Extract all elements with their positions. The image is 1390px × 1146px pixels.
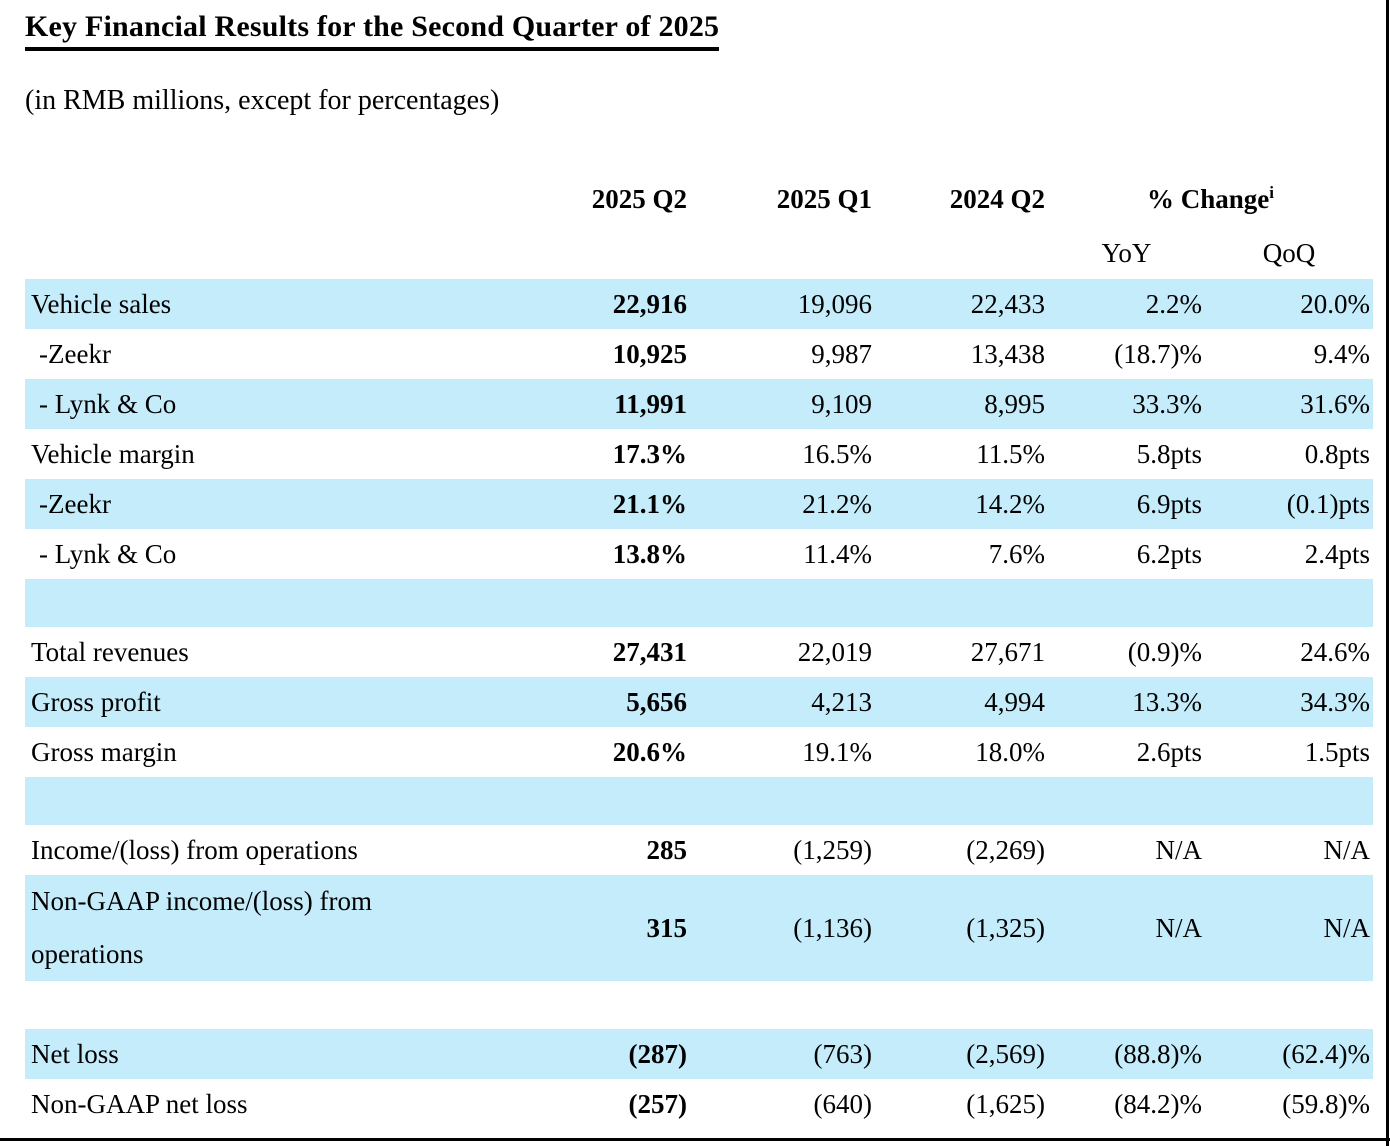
cell-qoq: 0.8pts — [1304, 438, 1370, 469]
cell-q2-2024: (2,269) — [966, 834, 1045, 865]
row-label — [25, 777, 420, 825]
table-spacer-row — [25, 777, 1373, 825]
cell-q2-2024: 11.5% — [976, 438, 1045, 469]
cell-qoq — [1205, 981, 1373, 1029]
cell-qoq: (0.1)pts — [1286, 488, 1370, 519]
cell-yoy: 6.2pts — [1136, 538, 1202, 569]
cell-q1-2025 — [690, 981, 875, 1029]
change-subheader-row — [25, 227, 1373, 279]
cell-qoq: (62.4)% — [1282, 1038, 1370, 1069]
cell-yoy: 6.9pts — [1136, 488, 1202, 519]
table-spacer-row — [25, 981, 1373, 1029]
table-row — [25, 1029, 1373, 1079]
cell-yoy: (18.7)% — [1114, 338, 1202, 369]
page-right-border — [1386, 0, 1389, 1146]
cell-qoq: 2.4pts — [1304, 538, 1370, 569]
cell-yoy: 5.8pts — [1136, 438, 1202, 469]
table-bottom-rule — [0, 1138, 1390, 1141]
row-label: Net loss — [31, 1038, 119, 1069]
cell-q2-2024: 7.6% — [988, 538, 1045, 569]
cell-qoq: 24.6% — [1300, 636, 1370, 667]
row-label — [25, 579, 420, 627]
cell-q2-2025: 27,431 — [612, 636, 687, 667]
cell-q2-2025: 13.8% — [612, 538, 687, 569]
cell-yoy — [1048, 981, 1205, 1029]
cell-q1-2025: 21.2% — [802, 488, 872, 519]
cell-q2-2025: 5,656 — [626, 686, 687, 717]
quarter-header-row — [25, 171, 1373, 227]
cell-yoy: (88.8)% — [1114, 1038, 1202, 1069]
cell-q2-2024: 14.2% — [975, 488, 1045, 519]
row-label: Non-GAAP income/(loss) from operations — [31, 886, 372, 969]
cell-q1-2025: (763) — [813, 1038, 872, 1069]
cell-q2-2024: 22,433 — [970, 288, 1045, 319]
cell-q1-2025: 11.4% — [803, 538, 872, 569]
cell-yoy: N/A — [1155, 834, 1202, 865]
cell-yoy: 2.6pts — [1136, 736, 1202, 767]
row-label: -Zeekr — [39, 338, 111, 369]
cell-yoy: (84.2)% — [1114, 1088, 1202, 1119]
table-row — [25, 627, 1373, 677]
cell-q2-2025: 22,916 — [612, 288, 687, 319]
cell-q1-2025: 19,096 — [797, 288, 872, 319]
percent-change-text: % Change — [1147, 183, 1270, 214]
cell-q1-2025 — [690, 777, 875, 825]
cell-yoy: 13.3% — [1132, 686, 1202, 717]
units-note: (in RMB millions, except for percentages) — [25, 85, 500, 116]
cell-q1-2025 — [690, 579, 875, 627]
cell-q2-2024: 18.0% — [975, 736, 1045, 767]
header-2025-q1: 2025 Q1 — [776, 183, 872, 214]
page-title — [25, 10, 1373, 51]
cell-qoq: (59.8)% — [1282, 1088, 1370, 1119]
cell-q1-2025: 9,987 — [811, 338, 872, 369]
table-row — [25, 825, 1373, 875]
row-label: Vehicle margin — [31, 438, 195, 469]
cell-q2-2025: 10,925 — [612, 338, 687, 369]
row-label: -Zeekr — [39, 488, 111, 519]
cell-q2-2025: 17.3% — [612, 438, 687, 469]
financial-results-table — [25, 171, 1373, 1129]
row-label — [25, 981, 420, 1029]
cell-q2-2025 — [420, 777, 690, 825]
empty-header-cell — [690, 227, 875, 279]
row-label: Income/(loss) from operations — [31, 834, 358, 865]
table-body — [25, 279, 1373, 1129]
table-header — [25, 171, 1373, 279]
table-spacer-row — [25, 579, 1373, 627]
header-percent-change — [1048, 171, 1373, 227]
empty-header-cell — [420, 227, 690, 279]
cell-yoy: (0.9)% — [1127, 636, 1202, 667]
cell-q2-2025: 315 — [646, 912, 687, 943]
header-qoq: QoQ — [1262, 237, 1316, 268]
page-title-text: Key Financial Results for the Second Quarter of 2025 — [25, 10, 719, 51]
cell-yoy — [1048, 777, 1205, 825]
cell-qoq — [1205, 579, 1373, 627]
cell-q2-2024: (2,569) — [966, 1038, 1045, 1069]
table-row — [25, 677, 1373, 727]
document-page — [25, 10, 1373, 1129]
table-row — [25, 529, 1373, 579]
cell-q1-2025: 19.1% — [802, 736, 872, 767]
cell-q1-2025: 22,019 — [797, 636, 872, 667]
cell-q1-2025: 9,109 — [811, 388, 872, 419]
row-label: Vehicle sales — [31, 288, 172, 319]
row-label: Gross margin — [31, 736, 177, 767]
cell-q2-2024 — [875, 981, 1048, 1029]
table-row — [25, 479, 1373, 529]
cell-qoq: N/A — [1323, 912, 1370, 943]
table-row — [25, 279, 1373, 329]
cell-q1-2025: 16.5% — [802, 438, 872, 469]
table-row — [25, 1079, 1373, 1129]
cell-qoq — [1205, 777, 1373, 825]
table-row — [25, 875, 1373, 981]
cell-yoy: 33.3% — [1132, 388, 1202, 419]
cell-qoq: 9.4% — [1313, 338, 1370, 369]
cell-q1-2025: (1,259) — [793, 834, 872, 865]
cell-qoq: 34.3% — [1300, 686, 1370, 717]
cell-q2-2025: 21.1% — [612, 488, 687, 519]
table-row — [25, 329, 1373, 379]
cell-q2-2024: 8,995 — [984, 388, 1045, 419]
cell-q1-2025: 4,213 — [811, 686, 872, 717]
table-row — [25, 727, 1373, 777]
cell-q2-2024: (1,325) — [966, 912, 1045, 943]
cell-q2-2024: 4,994 — [984, 686, 1045, 717]
cell-qoq: 20.0% — [1300, 288, 1370, 319]
cell-q2-2025: 20.6% — [612, 736, 687, 767]
cell-q1-2025: (640) — [813, 1088, 872, 1119]
cell-yoy — [1048, 579, 1205, 627]
row-label: - Lynk & Co — [39, 538, 177, 569]
cell-q2-2025 — [420, 579, 690, 627]
cell-qoq: 31.6% — [1300, 388, 1370, 419]
cell-q2-2025: 285 — [646, 834, 687, 865]
table-row — [25, 429, 1373, 479]
cell-q2-2024 — [875, 579, 1048, 627]
header-2025-q2: 2025 Q2 — [591, 183, 687, 214]
cell-qoq: 1.5pts — [1304, 736, 1370, 767]
footnote-marker: i — [1269, 182, 1274, 202]
cell-yoy: N/A — [1155, 912, 1202, 943]
cell-q2-2024: 13,438 — [970, 338, 1045, 369]
cell-q1-2025: (1,136) — [793, 912, 872, 943]
row-label: Non-GAAP net loss — [31, 1088, 248, 1119]
row-label: Gross profit — [31, 686, 161, 717]
cell-q2-2024: 27,671 — [970, 636, 1045, 667]
empty-header-cell — [875, 227, 1048, 279]
table-row — [25, 379, 1373, 429]
label-column-header — [25, 171, 420, 227]
cell-q2-2025: 11,991 — [614, 388, 687, 419]
cell-q2-2025 — [420, 981, 690, 1029]
header-yoy: YoY — [1101, 237, 1152, 268]
row-label: - Lynk & Co — [39, 388, 177, 419]
cell-qoq: N/A — [1323, 834, 1370, 865]
cell-q2-2025: (287) — [628, 1038, 687, 1069]
header-2024-q2: 2024 Q2 — [949, 183, 1045, 214]
cell-q2-2024 — [875, 777, 1048, 825]
cell-q2-2025: (257) — [628, 1088, 687, 1119]
empty-header-cell — [25, 227, 420, 279]
cell-q2-2024: (1,625) — [966, 1088, 1045, 1119]
cell-yoy: 2.2% — [1145, 288, 1202, 319]
row-label: Total revenues — [31, 636, 189, 667]
